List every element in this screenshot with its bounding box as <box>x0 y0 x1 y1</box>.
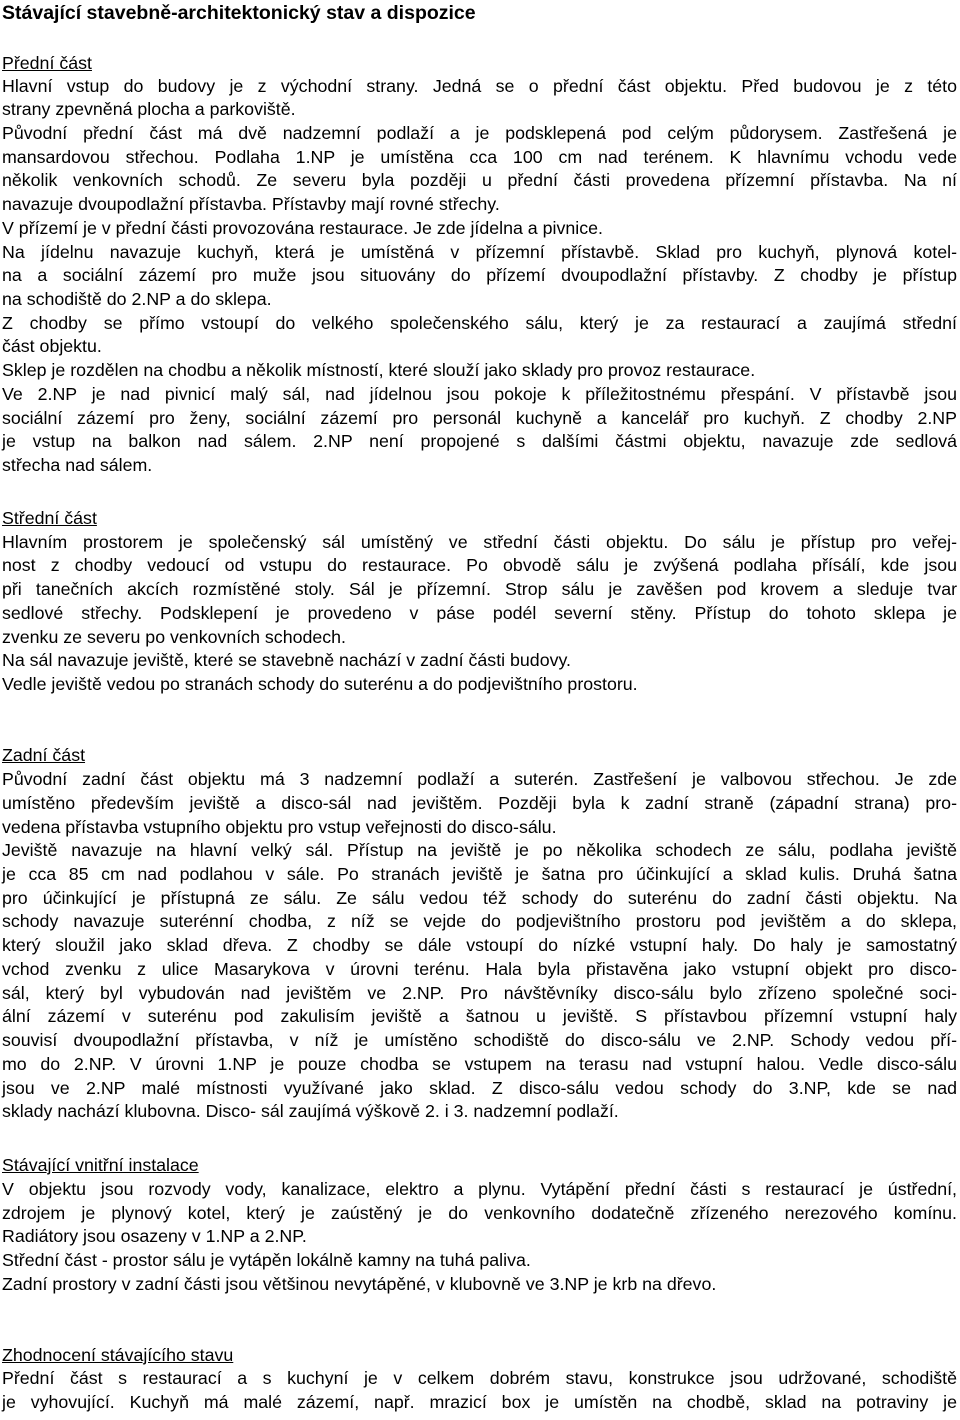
paragraph-line: Jeviště navazuje na hlavní velký sál. Přístup na jeviště je po několika schodech ze sálu, podlaha jeviště <box>2 840 957 860</box>
paragraph-line: jsou ve 2.NP malé místnosti využívané jako sklad. Z disco-sálu vedou schody do 3.NP, kde se nad <box>2 1078 957 1098</box>
paragraph-line: mansardovou střechou. Podlaha 1.NP je umístěna cca 100 cm nad terénem. K hlavnímu vchodu vede <box>2 147 957 167</box>
paragraph-line: sedlové střechy. Podsklepení je provedeno v páse podél severní stěny. Přístup do tohoto sklepa je <box>2 603 957 623</box>
paragraph-line: je cca 85 cm nad podlahou v sále. Po stranách jeviště je šatna pro účinkující a sklad kulis. Druhá šatna <box>2 864 957 884</box>
paragraph-line: sál, který byl vybudován nad jevištěm ve 2.NP. Pro návštěvníky disco-sálu bylo zřízeno společné soci- <box>2 983 957 1003</box>
paragraph-line: je vyhovující. Kuchyň má malé zázemí, např. mrazicí box je umístěn na chodbě, sklad na potraviny je <box>2 1392 957 1412</box>
paragraph-line: vchod zvenku z ulice Masarykova v úrovni terénu. Hala byla přistavěna jako vstupní objekt pro disco- <box>2 959 957 979</box>
paragraph-line: Ve 2.NP je nad pivnicí malý sál, nad jídelnou jsou pokoje k příležitostnému přespání. V přístavbě jsou <box>2 384 957 404</box>
paragraph-line: schody navazuje suterénní chodba, z níž se vejde do podjevištního prostoru pod jevištěm a do sklepa, <box>2 911 957 931</box>
paragraph-line: Původní přední část má dvě nadzemní podlaží a je podsklepená pod celým půdorysem. Zastřešená je <box>2 123 957 143</box>
paragraph-line: který sloužil jako sklad dřeva. Z chodby se dále vstoupí do nízké vstupní haly. Do haly je samostatný <box>2 935 957 955</box>
paragraph-line: navazuje dvoupodlažní přístavba. Přístavby mají rovné střechy. <box>2 194 500 214</box>
paragraph-line: nost z chodby vedoucí od vstupu do restaurace. Po obvodě sálu je zvýšená podlaha přísálí, kde jsou <box>2 555 957 575</box>
paragraph-line: zvenku ze severu po venkovních schodech. <box>2 627 346 647</box>
paragraph-line: Střední část - prostor sálu je vytápěn lokálně kamny na tuhá paliva. <box>2 1250 531 1270</box>
paragraph-line: Na jídelnu navazuje kuchyň, která je umístěná v přízemní přístavbě. Sklad pro kuchyň, plynová kotel- <box>2 242 957 262</box>
paragraph-line: část objektu. <box>2 336 102 356</box>
paragraph-line: na a sociální zázemí pro muže jsou situovány do přízemí dvoupodlažní přístavby. Z chodby je přístup <box>2 265 957 285</box>
paragraph-line: Zadní prostory v zadní části jsou většinou nevytápěné, v klubovně ve 3.NP je krb na dřevo. <box>2 1274 717 1294</box>
paragraph-line: Vedle jeviště vedou po stranách schody do suterénu a do podjevištního prostoru. <box>2 674 638 694</box>
section-heading-stredni-cast: Střední část <box>2 508 97 528</box>
paragraph-line: Hlavní vstup do budovy je z východní strany. Jedná se o přední část objektu. Před budovou je z této <box>2 76 957 96</box>
paragraph-line: ální zázemí v suterénu pod zakulisím jeviště a šatnou u jeviště. S přístavbou přízemní vstupní haly <box>2 1006 957 1026</box>
paragraph-line: mo do 2.NP. V úrovni 1.NP je pouze chodba se vstupem na terasu nad vstupní halou. Vedle disco-sálu <box>2 1054 957 1074</box>
paragraph-line: Z chodby se přímo vstoupí do velkého společenského sálu, který je za restaurací a zaujímá střední <box>2 313 957 333</box>
section-heading-zhodnoceni: Zhodnocení stávajícího stavu <box>2 1345 234 1365</box>
section-heading-vnitrni-instalace: Stávající vnitřní instalace <box>2 1155 199 1175</box>
paragraph-line: Sklep je rozdělen na chodbu a několik místností, které slouží jako sklady pro provoz restaurace. <box>2 360 756 380</box>
paragraph-line: několik venkovních schodů. Ze severu byla později u přední části provedena přízemní přístavba. Na ní <box>2 170 957 190</box>
paragraph-line: pro účinkující je přístupná ze sálu. Ze sálu vedou též schody do suterénu do zadní části objektu. Na <box>2 888 957 908</box>
paragraph-line: sociální zázemí pro ženy, sociální zázemí pro personál kuchyně a kancelář pro kuchyň. Z chodby 2.NP <box>2 408 957 428</box>
paragraph-line: vedena přístavba vstupního objektu pro vstup veřejnosti do disco-sálu. <box>2 817 557 837</box>
paragraph-line: Přední část s restaurací a s kuchyní je v celkem dobrém stavu, konstrukce jsou udržované, schodiště <box>2 1368 957 1388</box>
paragraph-line: strany zpevněná plocha a parkoviště. <box>2 99 296 119</box>
paragraph-line: sklady nachází klubovna. Disco- sál zaujímá výškově 2. i 3. nadzemní podlaží. <box>2 1101 619 1121</box>
paragraph-line: Hlavním prostorem je společenský sál umístěný ve střední části objektu. Do sálu je přístup pro veřej- <box>2 532 957 552</box>
paragraph-line: Na sál navazuje jeviště, které se stavebně nachází v zadní části budovy. <box>2 650 571 670</box>
paragraph-line: V objektu jsou rozvody vody, kanalizace, elektro a plynu. Vytápění přední části s restaurací je ústřední, <box>2 1179 957 1199</box>
paragraph-line: souvisí dvoupodlažní přístavba, v níž je umístěno schodiště do disco-sálu ve 2.NP. Schody vedou pří- <box>2 1030 957 1050</box>
paragraph-line: Původní zadní část objektu má 3 nadzemní podlaží a suterén. Zastřešení je valbovou střechou. Je zde <box>2 769 957 789</box>
paragraph-line: je vstup na balkon nad sálem. 2.NP není propojené s dalšími částmi objektu, navazuje zde sedlová <box>2 431 957 451</box>
paragraph-line: zdrojem je plynový kotel, který je zaústěný je do venkovního dodatečně zřízeného nerezového komínu. <box>2 1203 957 1223</box>
document-title: Stávající stavebně-architektonický stav a dispozice <box>2 2 476 24</box>
paragraph-line: V přízemí je v přední části provozována restaurace. Je zde jídelna a pivnice. <box>2 218 603 238</box>
paragraph-line: umístěno především jeviště a disco-sál nad jevištěm. Později byla k zadní straně (západní strana) pro- <box>2 793 957 813</box>
paragraph-line: Radiátory jsou osazeny v 1.NP a 2.NP. <box>2 1226 307 1246</box>
paragraph-line: na schodiště do 2.NP a do sklepa. <box>2 289 272 309</box>
section-heading-predni-cast: Přední část <box>2 53 92 73</box>
section-heading-zadni-cast: Zadní část <box>2 745 86 765</box>
paragraph-line: při tanečních akcích rozmístěné stoly. Sál je přízemní. Strop sálu je zavěšen pod krovem a sleduje tvar <box>2 579 957 599</box>
paragraph-line: střecha nad sálem. <box>2 455 153 475</box>
